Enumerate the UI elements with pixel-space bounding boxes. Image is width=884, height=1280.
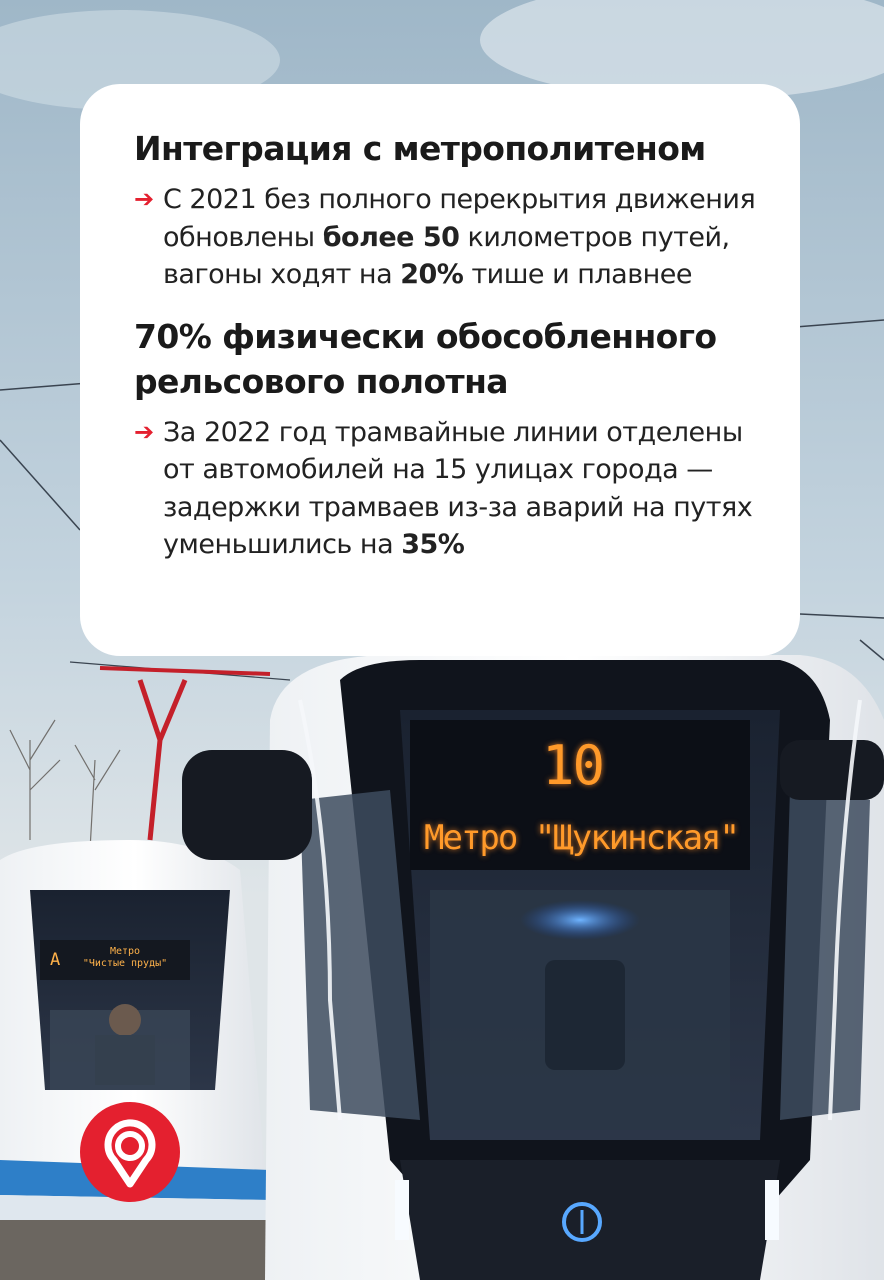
second-tram-route: А bbox=[50, 950, 61, 970]
info-card bbox=[80, 84, 800, 656]
tram-route-number: 10 bbox=[542, 734, 604, 797]
moscow-transport-logo-icon bbox=[80, 1102, 180, 1202]
bullet-text-part: километров путей, вагоны ходят на bbox=[163, 221, 738, 290]
tram-destination-sign: Метро "Щукинская" bbox=[424, 818, 738, 858]
highlight-percent: 20% bbox=[400, 259, 464, 290]
section-title-dedicated-track: 70% физически обособленного рельсового полотна bbox=[134, 316, 717, 401]
bullet-text-part: С 2021 без полного перекрытия движения обновлены bbox=[163, 184, 764, 253]
second-tram-destination bbox=[70, 946, 180, 970]
highlight-km: более 50 bbox=[322, 221, 460, 253]
bullet-text-part: За 2022 год трамвайные линии отделены от автомобилей на 15 улицах города — задержки трамваев из-за аварий на путях уменьшились на bbox=[163, 416, 761, 560]
bullet-track-renewal bbox=[134, 181, 764, 294]
arrow-right-icon: ➔ bbox=[134, 185, 154, 213]
bullet-text-part: тише и плавнее bbox=[463, 259, 692, 290]
section-title-metro-integration: Интеграция с метрополитеном bbox=[134, 129, 706, 168]
bullet-separated-lines bbox=[134, 414, 760, 564]
second-tram-destination-line1: Метро bbox=[109, 946, 141, 957]
second-tram-destination-line2: "Чистые пруды" bbox=[82, 958, 168, 969]
highlight-percent: 35% bbox=[401, 529, 465, 560]
arrow-right-icon: ➔ bbox=[134, 417, 154, 446]
